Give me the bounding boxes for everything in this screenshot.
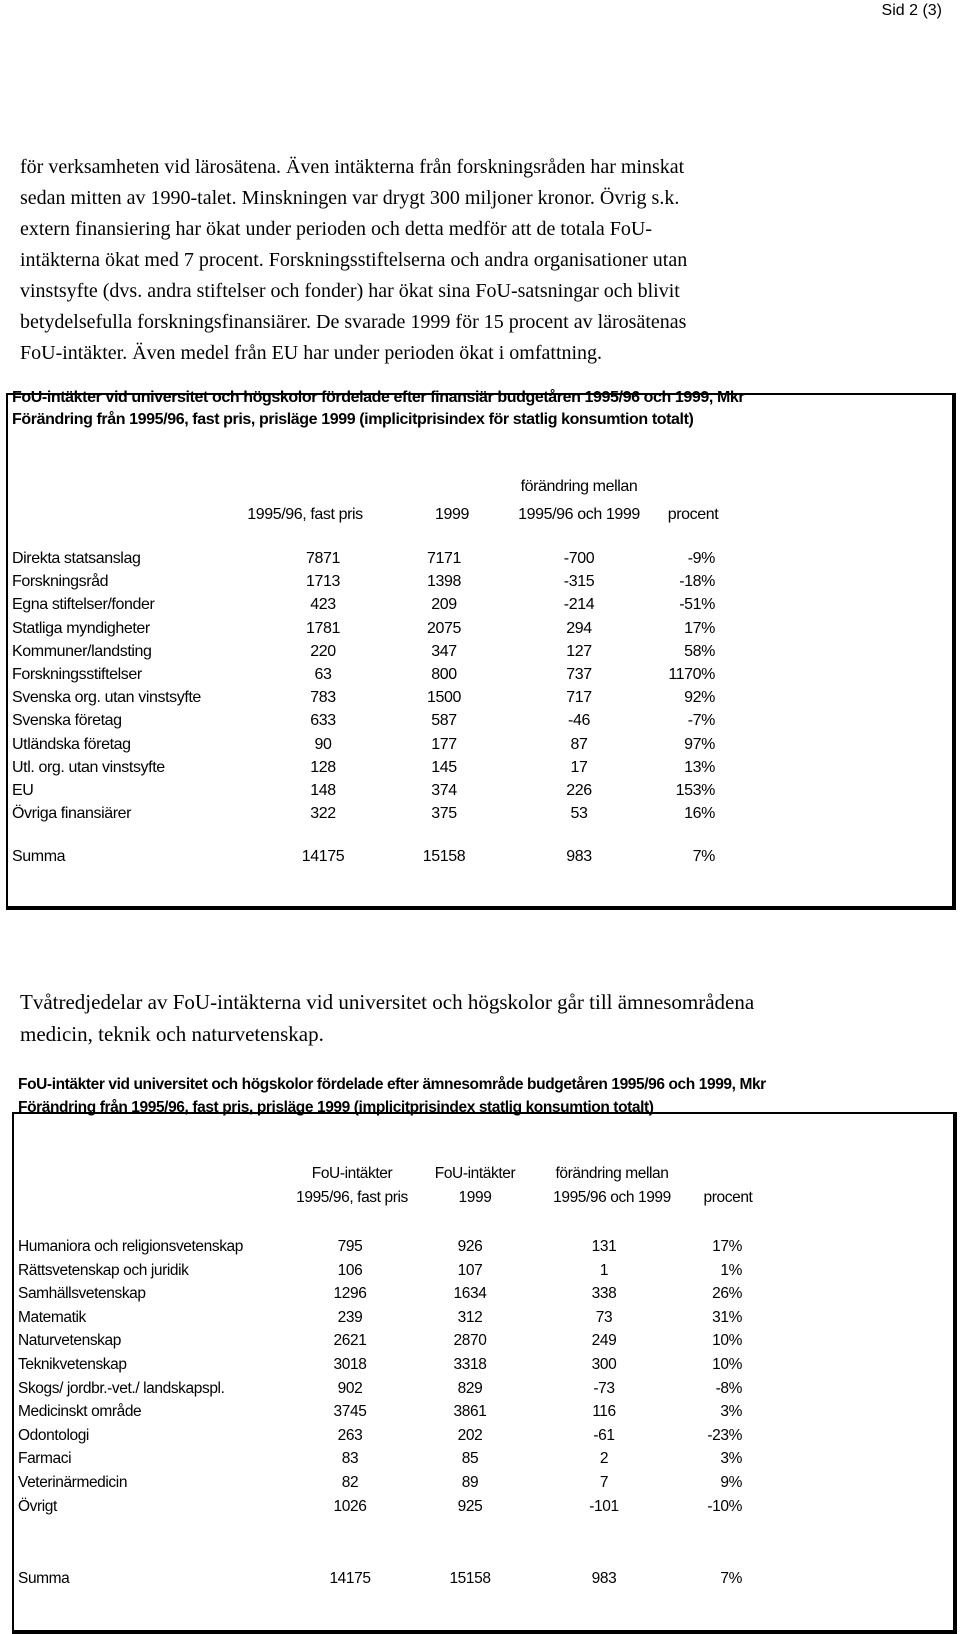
col-header-percent: procent [703,1189,753,1206]
cell-change: 73 [595,1308,613,1326]
intro-line: extern finansiering har ökat under perioden och detta medför att de totala FoU- [20,218,652,240]
intro-paragraph [20,152,940,369]
cell-value-1999: 925 [457,1497,483,1515]
cell-percent: 17% [712,1238,742,1255]
cell-value-1995: 90 [314,735,332,753]
cell-change: 717 [566,689,592,707]
cell-value-1995: 322 [310,805,336,823]
row-label: Summa [18,1570,70,1587]
col-header-1995: 1995/96, fast pris [247,506,363,523]
cell-percent: 92% [684,689,715,707]
row-label: Samhällsvetenskap [18,1285,146,1303]
cell-change: 7 [599,1474,609,1491]
page-number: Sid 2 (3) [881,2,942,19]
cell-change: -46 [568,712,590,730]
cell-value-1999: 145 [431,758,457,776]
col-header-change-top: förändring mellan [520,478,638,495]
cell-value-1999: 375 [431,805,457,823]
row-label: Skogs/ jordbr.-vet./ landskapspl. [18,1379,225,1397]
cell-percent: 58% [684,642,715,660]
intro-line: intäkterna ökat med 7 procent. Forskningsstiftelserna och andra organisationer utan [20,249,688,271]
col-header-change-top: förändring mellan [555,1165,669,1182]
cell-value-1995: 3745 [333,1403,367,1421]
cell-change: 131 [591,1238,617,1255]
cell-change: 87 [570,735,588,753]
cell-percent: -8% [715,1379,742,1397]
col-header-percent: procent [667,506,719,523]
row-label: Övrigt [18,1497,57,1515]
cell-value-1995: 220 [310,642,336,660]
cell-value-1999: 107 [457,1261,483,1279]
cell-percent: 26% [712,1285,742,1303]
cell-change: 2 [599,1450,609,1468]
table-title: FoU-intäkter vid universitet och högskolor fördelade efter ämnesområde budgetåren 1995/96 och 1999, Mkr [18,1076,766,1093]
cell-value-1995: 902 [337,1379,363,1397]
row-label: Svenska företag [12,712,122,730]
cell-percent: 16% [684,805,715,823]
cell-percent: 10% [712,1356,742,1373]
cell-value-1999: 7171 [427,550,461,567]
intro-line: vinstsyfte (dvs. andra stiftelser och fonder) har ökat sina FoU-satsningar och blivit [20,280,680,302]
table-subtitle: Förändring från 1995/96, fast pris, prisläge 1999 (implicitprisindex statlig konsumtion totalt) [18,1099,654,1116]
cell-value-1999: 15158 [449,1570,491,1587]
cell-change: -73 [593,1379,615,1397]
cell-value-1995: 14175 [329,1570,371,1587]
table-title: FoU-intäkter vid universitet och högskolor fördelade efter finansiär budgetåren 1995/96 och 1999, Mkr [12,389,745,406]
cell-value-1995: 263 [337,1426,363,1444]
cell-change: -101 [589,1497,619,1515]
cell-value-1999: 587 [431,712,457,730]
cell-value-1999: 347 [431,642,457,660]
cell-change: 127 [566,642,592,660]
row-label: EU [12,782,34,799]
row-label: Teknikvetenskap [18,1356,127,1373]
col-header-change: 1995/96 och 1999 [518,506,640,523]
row-label: Summa [12,848,66,865]
cell-percent: 3% [720,1403,742,1421]
cell-value-1995: 2621 [333,1332,367,1350]
cell-change: 338 [591,1285,617,1303]
cell-value-1995: 1713 [306,573,340,591]
cell-percent: 7% [692,848,715,865]
intro-line: för verksamheten vid lärosätena. Även intäkterna från forskningsråden har minskat [20,156,685,178]
cell-value-1995: 1781 [306,619,340,637]
row-label: Naturvetenskap [18,1332,121,1350]
col-header-1999-top: FoU-intäkter [434,1165,516,1182]
cell-value-1995: 423 [310,596,336,614]
row-label: Veterinärmedicin [18,1474,128,1491]
cell-value-1995: 14175 [301,848,345,865]
cell-value-1999: 312 [457,1308,483,1326]
cell-value-1995: 633 [310,712,336,730]
cell-change: 983 [566,848,592,865]
cell-percent: 1170% [668,666,715,683]
cell-value-1995: 148 [310,782,336,799]
row-label: Kommuner/landsting [12,642,152,660]
cell-change: 300 [591,1356,617,1373]
intro-line: FoU-intäkter. Även medel från EU har under perioden ökat i omfattning. [20,342,603,364]
cell-percent: 97% [684,735,715,753]
col-header-1995: 1995/96, fast pris [296,1189,408,1206]
table-subtitle: Förändring från 1995/96, fast pris, prisläge 1999 (implicitprisindex för statlig konsumtion totalt) [12,411,694,428]
row-label: Utländska företag [12,735,131,753]
cell-change: -214 [563,596,595,614]
row-label: Odontologi [18,1426,89,1444]
cell-percent: 1% [720,1261,742,1279]
cell-value-1995: 7871 [306,550,340,567]
cell-percent: 7% [720,1570,742,1587]
row-label: Svenska org. utan vinstsyfte [12,689,201,707]
row-label: Direkta statsanslag [12,550,141,567]
cell-value-1999: 85 [461,1450,479,1468]
row-label: Forskningsråd [12,573,109,591]
cell-percent: 13% [684,758,715,776]
cell-value-1999: 829 [457,1379,483,1397]
intro-line: betydelsefulla forskningsfinansiärer. De svarade 1999 för 15 procent av lärosätenas [20,311,687,333]
cell-value-1999: 1398 [427,573,461,591]
row-label: Övriga finansiärer [12,805,132,823]
financier-table [6,389,956,910]
cell-change: 737 [566,666,592,683]
cell-value-1995: 83 [341,1450,359,1468]
cell-percent: -51% [679,596,715,614]
row-label: Rättsvetenskap och juridik [18,1261,189,1279]
cell-value-1999: 3318 [453,1356,487,1373]
cell-change: 1 [599,1261,609,1279]
cell-value-1999: 2075 [427,619,461,637]
cell-percent: -18% [679,573,715,591]
cell-value-1999: 2870 [453,1332,487,1350]
row-label: Statliga myndigheter [12,619,150,637]
cell-value-1999: 926 [457,1238,483,1255]
cell-percent: 153% [675,782,715,799]
cell-change: 116 [592,1403,616,1421]
row-label: Matematik [18,1308,86,1326]
row-label: Egna stiftelser/fonder [12,596,155,614]
row-label: Utl. org. utan vinstsyfte [12,758,165,776]
cell-change: 294 [566,619,592,637]
closing-line: Tvåtredjedelar av FoU-intäkterna vid universitet och högskolor går till ämnesområdena [20,990,755,1014]
cell-value-1999: 209 [431,596,457,614]
cell-change: 53 [570,805,588,823]
cell-value-1999: 202 [457,1426,483,1444]
cell-value-1995: 82 [341,1474,359,1491]
row-label: Medicinskt område [18,1403,142,1421]
cell-percent: -7% [687,712,715,730]
cell-value-1999: 800 [431,666,457,683]
cell-value-1995: 106 [337,1261,363,1279]
cell-percent: 9% [720,1474,742,1491]
row-label: Humaniora och religionsvetenskap [18,1238,243,1255]
cell-value-1999: 15158 [422,848,466,865]
cell-value-1995: 128 [310,758,336,776]
cell-value-1995: 1296 [333,1285,367,1303]
cell-change: 983 [591,1570,617,1587]
cell-value-1995: 1026 [333,1497,367,1515]
cell-value-1995: 3018 [333,1356,367,1373]
cell-value-1995: 63 [314,666,332,683]
cell-percent: 17% [684,619,715,637]
cell-value-1999: 89 [461,1474,479,1491]
col-header-1999: 1999 [435,506,469,523]
cell-value-1999: 3861 [453,1403,487,1421]
closing-line: medicin, teknik och naturvetenskap. [20,1022,324,1046]
cell-change: -315 [563,573,595,591]
cell-percent: -9% [687,550,715,567]
cell-value-1999: 177 [431,735,457,753]
cell-change: 249 [591,1332,617,1350]
col-header-change: 1995/96 och 1999 [553,1189,671,1206]
intro-line: sedan mitten av 1990-talet. Minskningen var drygt 300 miljoner kronor. Övrig s.k. [20,187,680,209]
cell-change: 17 [570,758,588,776]
cell-percent: 10% [712,1332,742,1350]
cell-change: -700 [563,550,595,567]
closing-paragraph [20,986,940,1050]
cell-change: -61 [593,1426,615,1444]
cell-value-1995: 239 [337,1308,363,1326]
cell-percent: -23% [707,1426,742,1444]
cell-percent: 3% [720,1450,742,1468]
row-label: Forskningsstiftelser [12,666,142,683]
cell-percent: -10% [707,1497,742,1515]
cell-percent: 31% [712,1308,742,1326]
cell-value-1999: 1634 [453,1285,487,1303]
col-header-1999: 1999 [458,1189,492,1206]
cell-value-1995: 783 [310,689,336,707]
cell-value-1999: 1500 [427,689,461,707]
cell-change: 226 [566,782,592,799]
subject-area-table [12,1076,957,1634]
row-label: Farmaci [18,1450,72,1468]
col-header-1995-top: FoU-intäkter [311,1165,393,1182]
cell-value-1999: 374 [431,782,457,799]
cell-value-1995: 795 [337,1238,363,1255]
